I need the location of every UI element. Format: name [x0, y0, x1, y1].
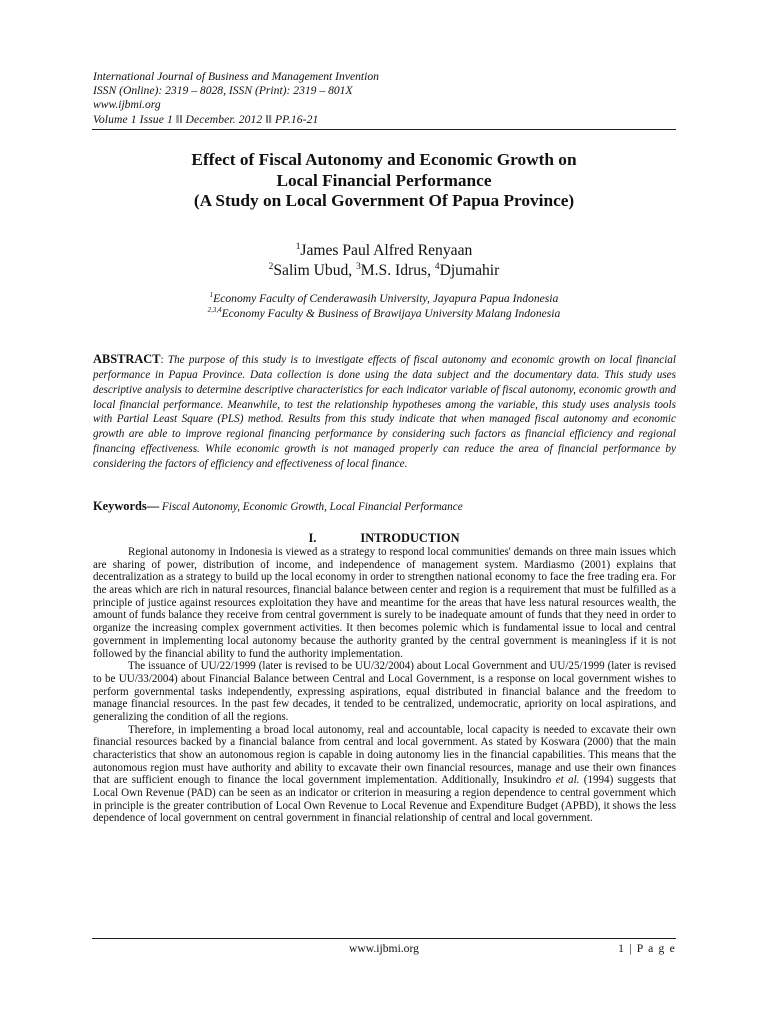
- title-line-2: Local Financial Performance: [276, 170, 492, 190]
- paragraph-1: Regional autonomy in Indonesia is viewed as a strategy to respond local communities' demands on three main issues which are sharing of power, distribution of income, and independence of management system. Mardiasmo (2001) explains that decentralization as a strategy to build up the local economy in order to strengthen national economy to face the free trading era. For the areas which are rich in natural resources, financial balance between center and region is a requirement that must be fulfilled as a principle of justice against resources exploitation they have and meantime for the areas that have less natural resources wealth, the amount of funds balance they receive from central government is surely to be inadequate amount of funds that they need in order to organize the increasing complex government activities. It then becomes polemic which is fundamental issue to local and central government in implementing local autonomy because the authority granted by the central government is meaningless if it is not followed by the financial ability to fund the authority implementation.: [93, 546, 676, 660]
- page-number: 1 | P a g e: [618, 942, 676, 955]
- paragraph-2: The issuance of UU/22/1999 (later is revised to be UU/32/2004) about Local Government and UU/25/1999 (later is revised to be UU/33/2004) about Financial Balance between Central and Local Government, is a response on local government wishes to perform governmental tasks independently, expressing aspirations, equal distributed in financial balance and the freedom to manage financial resources. In the past few decades, it tended to be centralized, undemocratic, apriority on local aspirations, and generalizing the condition of all the regions.: [93, 660, 676, 723]
- author-4-marker: 4: [434, 261, 440, 272]
- paragraph-3-part-2: (1994) suggests that Local Own Revenue (PAD) can be seen as an indicator or criterion in measuring a region dependence to central government which in principle is the greater contribution of Local Own Revenue to Local Revenue and Expenditure Budget (APBD), it shows the less dependence of local government on central government in financial relationship of central and local government.: [93, 774, 677, 825]
- volume-line: Volume 1 Issue 1 ǁǁ December. 2012 ǁǁ PP.16-21: [93, 112, 319, 126]
- author-4: Djumahir: [439, 262, 500, 279]
- issn-line: ISSN (Online): 2319 – 8028, ISSN (Print): 2319 – 801X: [93, 84, 353, 98]
- footer-divider: [92, 938, 676, 939]
- affiliation-1-text: Economy Faculty of Cenderawasih University, Jayapura Papua Indonesia: [213, 292, 559, 305]
- keywords-text: Fiscal Autonomy, Economic Growth, Local Financial Performance: [159, 501, 463, 513]
- footer-website: www.ijbmi.org: [349, 942, 419, 955]
- header-divider: [92, 129, 676, 130]
- abstract-label: ABSTRACT: [93, 352, 161, 366]
- author-2-marker: 2: [268, 261, 274, 272]
- author-line-1: [92, 241, 676, 261]
- journal-name: International Journal of Business and Management Invention: [93, 70, 379, 83]
- introduction-body: [93, 546, 676, 825]
- paper-title: [92, 150, 676, 212]
- abstract-colon: :: [160, 354, 168, 366]
- affiliation-1-marker: 1: [209, 291, 214, 300]
- title-line-1: Effect of Fiscal Autonomy and Economic Growth on: [191, 150, 577, 169]
- abstract: [93, 352, 676, 472]
- affiliation-1: [92, 292, 676, 307]
- journal-website: www.ijbmi.org: [93, 98, 161, 112]
- author-line-2: [92, 261, 676, 281]
- title-line-3: (A Study on Local Government Of Papua Province): [193, 191, 575, 210]
- abstract-text: The purpose of this study is to investigate effects of fiscal autonomy and economic growth on local financial performance in Papua Province. Data collection is done using the data subject and the documentary data. This study uses descriptive analysis to determine descriptive characteristics for each indicator variable of fiscal autonomy, economic growth and local financial performance. Meanwhile, to test the relationship hypotheses among the variable, this study uses analysis tools with Partial Least Square (PLS) method. Results from this study indicate that when managed fiscal autonomy and economic growth are able to improve regional financing performance by considering such factors as financial efficiency and regional financing effectiveness. While economic growth is not managed properly can reduce the area of financial performance by considering the factors of efficiency and effectiveness of local finance.: [93, 354, 677, 470]
- section-number: I.: [308, 531, 317, 545]
- author-1: James Paul Alfred Renyaan: [300, 242, 473, 259]
- keywords: [93, 499, 676, 514]
- journal-header: [93, 70, 379, 127]
- section-heading-introduction: [92, 531, 676, 545]
- author-list: [92, 241, 676, 281]
- author-3: M.S. Idrus,: [360, 262, 435, 279]
- author-1-marker: 1: [295, 241, 301, 252]
- paragraph-3-emphasis: et al.: [555, 774, 580, 787]
- author-3-marker: 3: [356, 261, 361, 272]
- paragraph-3-part-1: Therefore, in implementing a broad local autonomy, real and accountable, local capacity is needed to excavate their own financial resources backed by a financial balance from central and local government. As stated by Koswara (2000) that the main characteristics that show an autonomous region is capable in doing autonomy lies in the financial capabilities. This means that the autonomous region must have authority and ability to excavate their own financial resources, manage and use their own finances that are sufficient enough to finance the local government implementation. Additionally, Insukindro: [93, 723, 676, 787]
- page-footer: [92, 938, 676, 958]
- paragraph-3: [93, 724, 676, 826]
- keywords-label: Keywords—: [93, 499, 160, 513]
- affiliation-2-text: Economy Faculty & Business of Brawijaya University Malang Indonesia: [221, 306, 561, 320]
- affiliation-2: [92, 307, 676, 322]
- affiliations: [92, 292, 676, 321]
- author-2: Salim Ubud,: [273, 262, 357, 279]
- section-title: INTRODUCTION: [360, 531, 460, 545]
- affiliation-2-marker: 2,3,4: [207, 305, 222, 314]
